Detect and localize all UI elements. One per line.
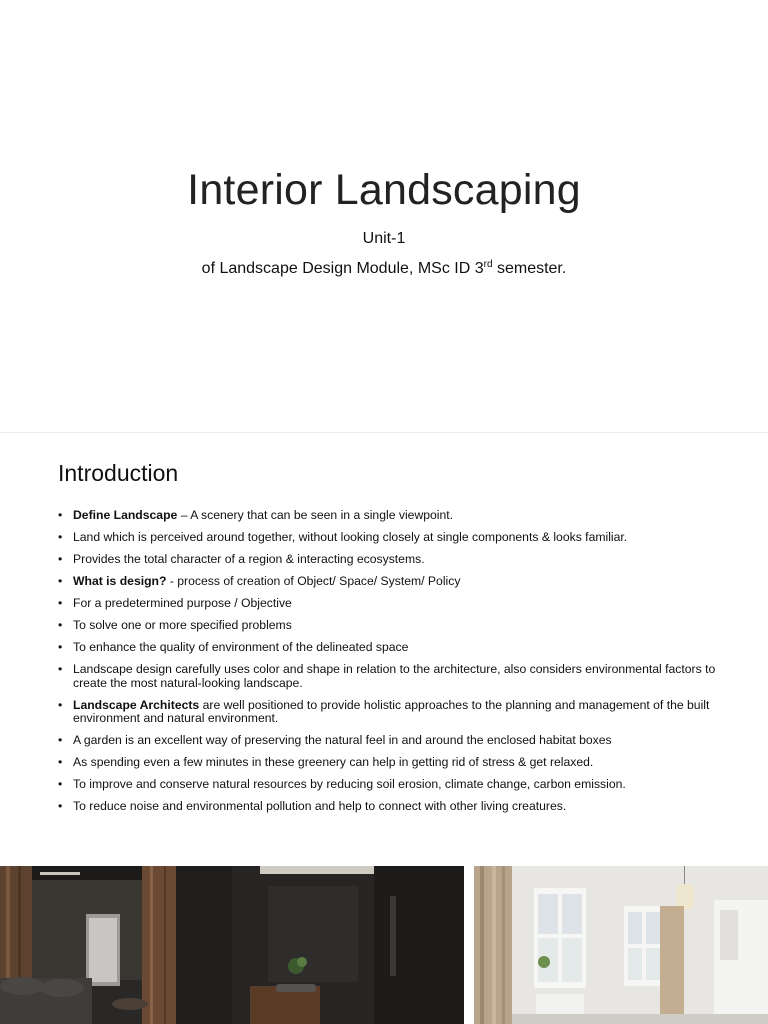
bullet-item bbox=[58, 663, 718, 690]
bullet-item bbox=[58, 800, 718, 814]
section-heading: Introduction bbox=[58, 460, 179, 486]
bullet-item bbox=[58, 699, 718, 726]
module-suffix: semester. bbox=[492, 260, 567, 277]
bullet-list bbox=[58, 509, 718, 822]
slide-title: Interior Landscaping bbox=[187, 166, 581, 214]
bullet-item bbox=[58, 597, 718, 611]
bullet-text: To improve and conserve natural resources by reducing soil erosion, climate change, carbon emission. bbox=[73, 777, 626, 791]
bright-room-photo bbox=[474, 866, 768, 1024]
bullet-item bbox=[58, 641, 718, 655]
bullet-text: – A scenery that can be seen in a single viewpoint. bbox=[177, 508, 454, 522]
bullet-bold-term: Define Landscape bbox=[73, 508, 178, 522]
bullet-text: are well positioned to provide holistic approaches to the planning and management of the built environment and natural environment. bbox=[73, 697, 710, 725]
unit-label: Unit-1 bbox=[362, 230, 406, 247]
bullet-text: To enhance the quality of environment of the delineated space bbox=[73, 640, 409, 654]
bullet-item bbox=[58, 553, 718, 567]
module-prefix: of Landscape Design Module, MSc ID 3 bbox=[201, 260, 484, 277]
bullet-text: Landscape design carefully uses color and shape in relation to the architecture, also considers environmental factors to create the most natural-looking landscape. bbox=[73, 662, 716, 690]
ordinal-suffix: rd bbox=[483, 259, 493, 270]
bullet-item bbox=[58, 756, 718, 770]
dark-interior-image bbox=[0, 866, 464, 1024]
bullet-text: For a predetermined purpose / Objective bbox=[73, 596, 292, 610]
bullet-text: A garden is an excellent way of preserving the natural feel in and around the enclosed habitat boxes bbox=[73, 733, 612, 747]
bullet-bold-term: What is design? bbox=[73, 574, 167, 588]
bullet-bold-term: Landscape Architects bbox=[73, 697, 200, 712]
title-slide bbox=[0, 0, 768, 432]
bullet-text: To reduce noise and environmental pollution and help to connect with other living creatures. bbox=[73, 799, 567, 813]
bullet-item bbox=[58, 734, 718, 748]
bullet-item bbox=[58, 531, 718, 545]
bullet-text: As spending even a few minutes in these greenery can help in getting rid of stress & get relaxed. bbox=[73, 755, 594, 769]
introduction-slide bbox=[0, 433, 768, 843]
bullet-text: To solve one or more specified problems bbox=[73, 618, 292, 632]
bullet-text: Land which is perceived around together, without looking closely at single components & looks familiar. bbox=[73, 530, 628, 544]
bullet-item bbox=[58, 778, 718, 792]
bullet-item bbox=[58, 509, 718, 523]
bullet-text: Provides the total character of a region & interacting ecosystems. bbox=[73, 552, 425, 566]
photo-strip bbox=[0, 866, 768, 1024]
module-subtitle bbox=[0, 259, 768, 278]
bullet-text: - process of creation of Object/ Space/ System/ Policy bbox=[166, 574, 461, 588]
dark-interior-photo bbox=[0, 866, 464, 1024]
bright-room-image bbox=[474, 866, 768, 1024]
bullet-item bbox=[58, 575, 718, 589]
bullet-item bbox=[58, 619, 718, 633]
